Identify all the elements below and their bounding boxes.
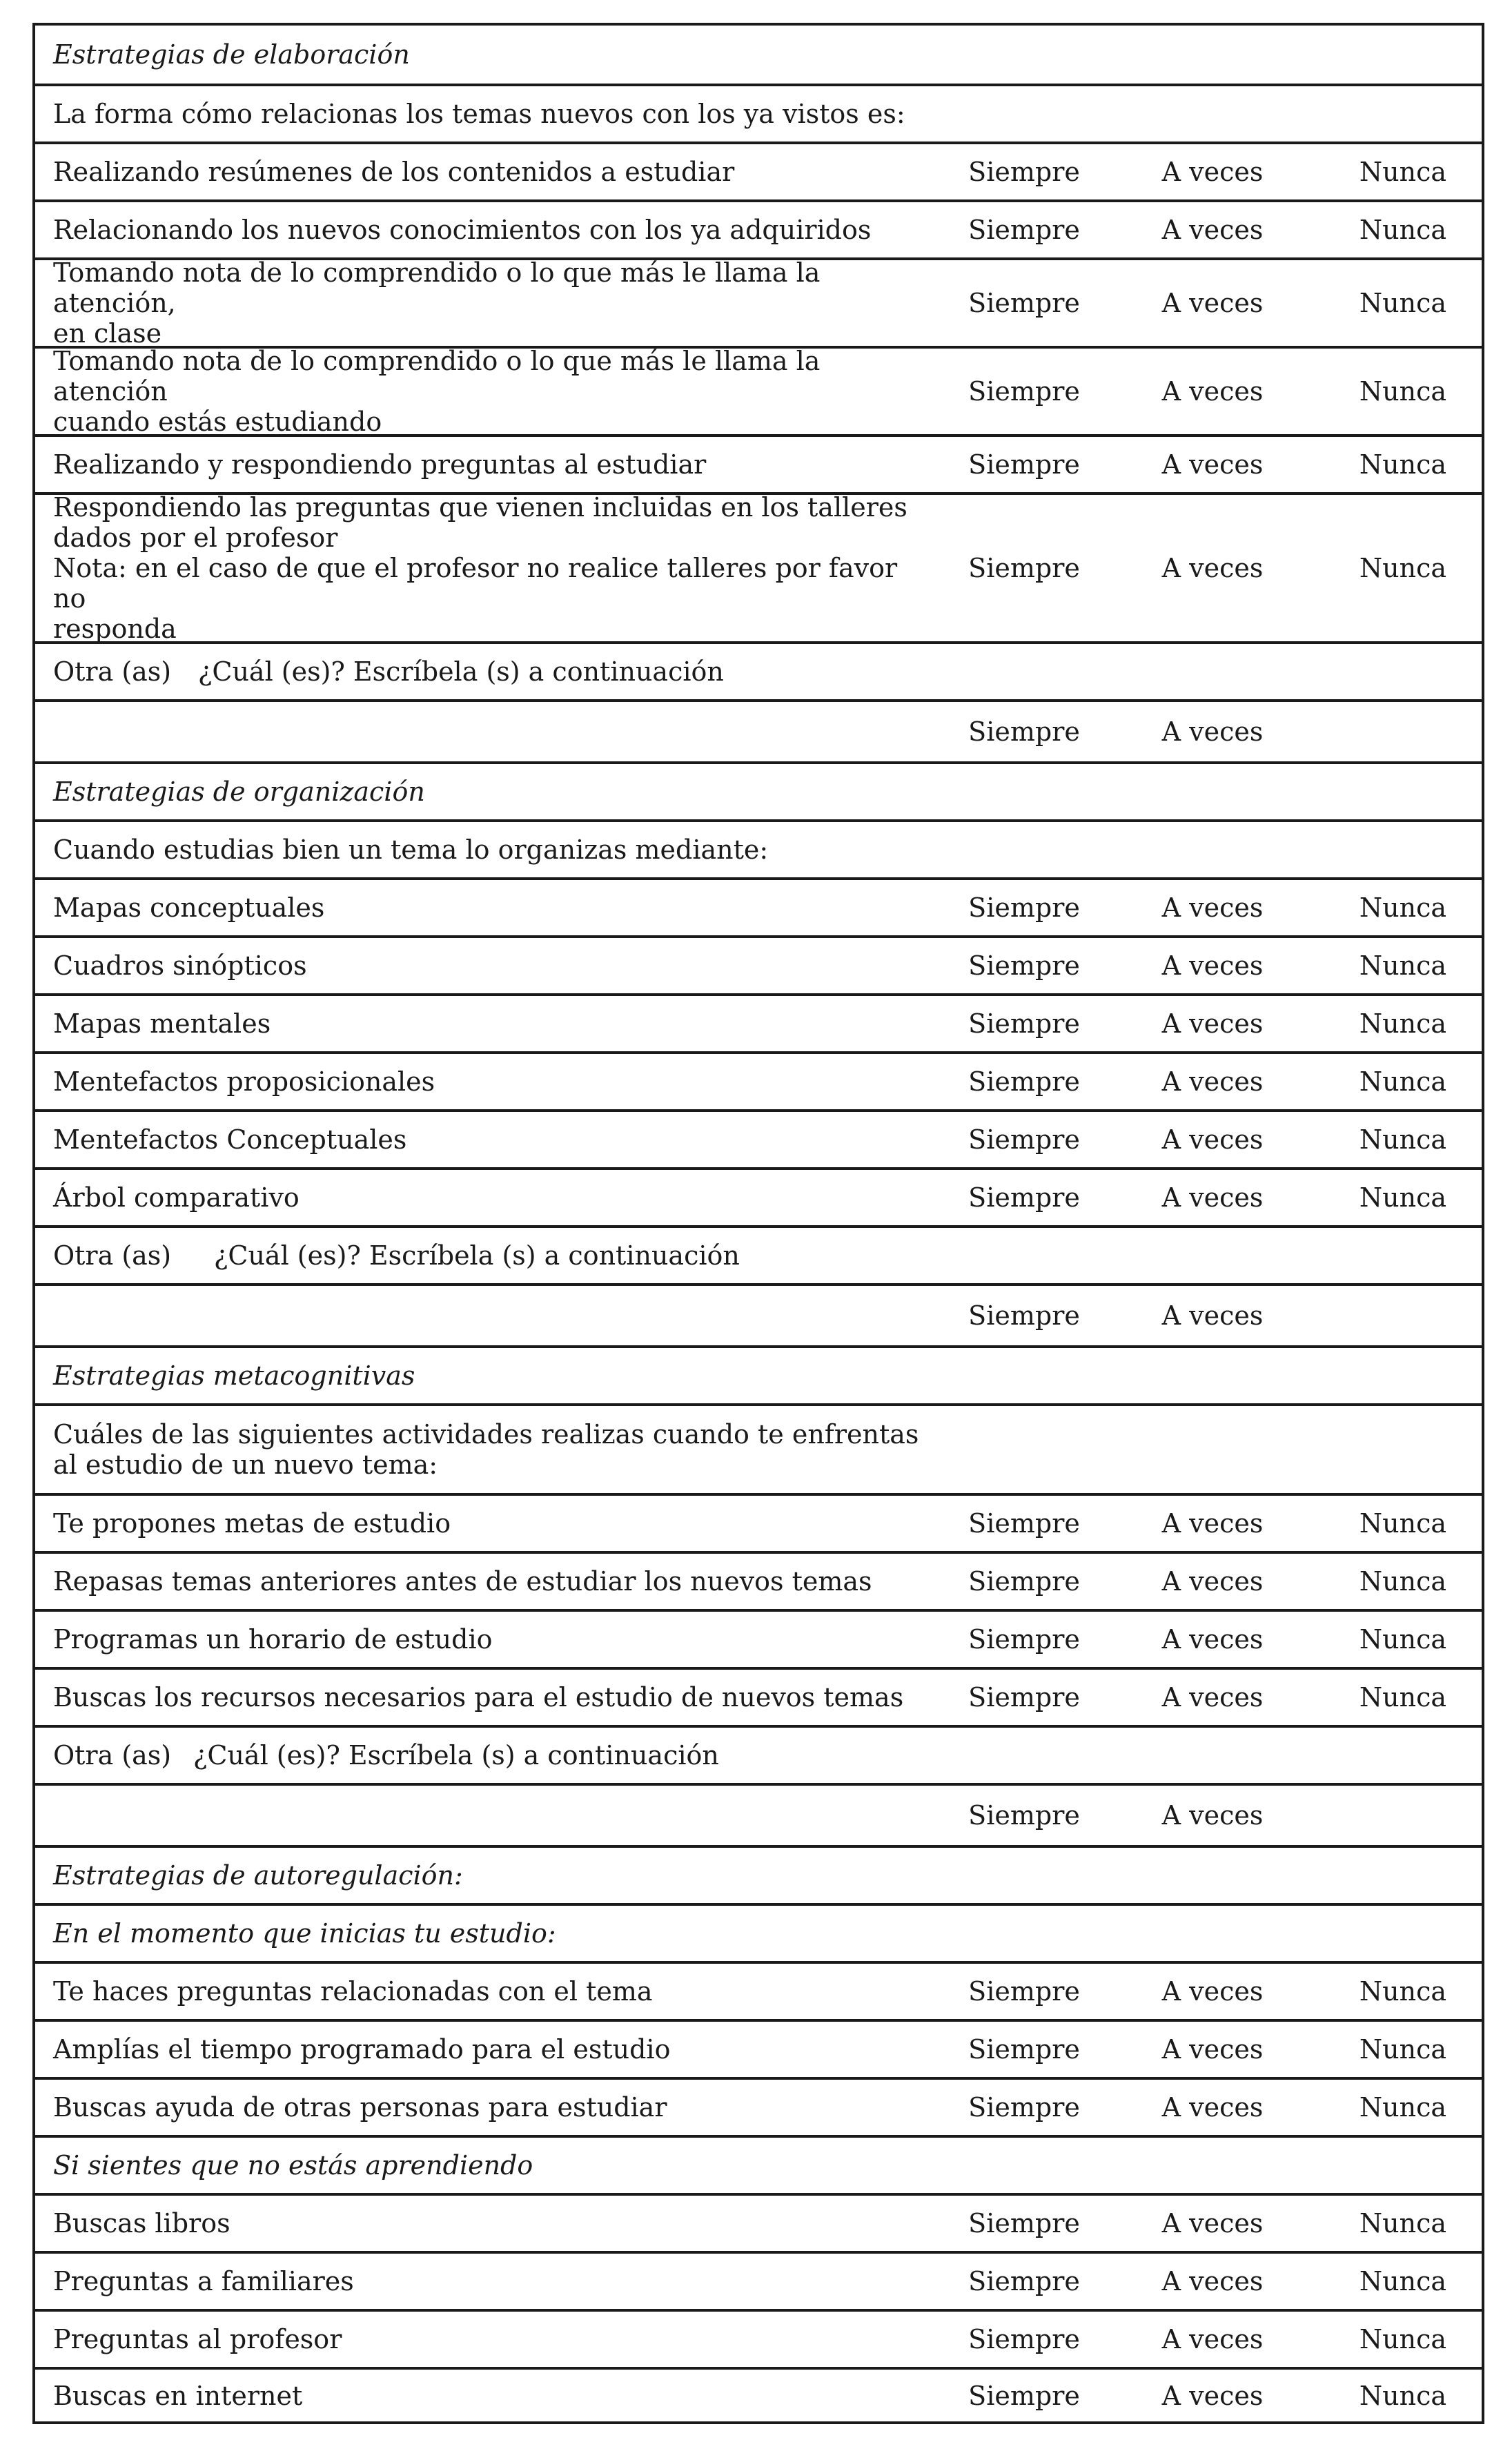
cual-label: ¿Cuál (es)? Escríbela (s) a continuación [214, 1240, 740, 1271]
item-label-line: responda [53, 614, 177, 644]
option-siempre[interactable]: Siempre [968, 2092, 1080, 2123]
item-label: Relacionando los nuevos conocimientos con los ya adquiridos [53, 215, 872, 245]
option-siempre[interactable]: Siempre [968, 449, 1080, 480]
table-row [35, 1051, 1482, 1109]
option-nunca[interactable]: Nunca [1359, 449, 1447, 480]
section-heading-metacognitivas [35, 1345, 1482, 1403]
option-nunca[interactable]: Nunca [1359, 2266, 1447, 2296]
questionnaire-table [32, 23, 1484, 2424]
option-siempre[interactable]: Siempre [968, 2380, 1080, 2411]
table-row [35, 1109, 1482, 1167]
table-row [35, 2077, 1482, 2135]
item-label-line: dados por el profesor [53, 523, 338, 553]
table-row [35, 2251, 1482, 2309]
option-nunca[interactable]: Nunca [1359, 1508, 1447, 1539]
option-nunca[interactable]: Nunca [1359, 1066, 1447, 1097]
table-row [35, 1609, 1482, 1667]
option-nunca[interactable]: Nunca [1359, 1624, 1447, 1655]
option-siempre[interactable]: Siempre [968, 1624, 1080, 1655]
table-row [35, 877, 1482, 935]
heading-text: Estrategias de organización [53, 777, 425, 807]
prompt-line: Cuáles de las siguientes actividades realizas cuando te enfrentas [53, 1419, 919, 1450]
option-nunca[interactable]: Nunca [1359, 288, 1447, 318]
option-siempre[interactable]: Siempre [968, 1066, 1080, 1097]
option-a-veces[interactable]: A veces [1161, 716, 1264, 747]
table-row [35, 2367, 1482, 2421]
otra-row [35, 1225, 1482, 1283]
table-row [35, 346, 1482, 437]
option-a-veces[interactable]: A veces [1161, 2092, 1264, 2123]
item-label: Realizando y respondiendo preguntas al estudiar [53, 449, 707, 480]
option-a-veces[interactable]: A veces [1161, 1976, 1264, 2007]
option-siempre[interactable]: Siempre [968, 2208, 1080, 2238]
option-siempre[interactable]: Siempre [968, 1508, 1080, 1539]
table-row [35, 1551, 1482, 1609]
option-nunca[interactable]: Nunca [1359, 1566, 1447, 1597]
option-siempre[interactable]: Siempre [968, 1682, 1080, 1713]
table-row [35, 257, 1482, 349]
option-siempre[interactable]: Siempre [968, 2034, 1080, 2065]
table-row [35, 199, 1482, 257]
option-siempre[interactable]: Siempre [968, 1124, 1080, 1155]
option-nunca[interactable]: Nunca [1359, 376, 1447, 407]
option-a-veces[interactable]: A veces [1161, 1300, 1264, 1331]
option-a-veces[interactable]: A veces [1161, 1508, 1264, 1539]
otra-answer-row [35, 1783, 1482, 1845]
option-a-veces[interactable]: A veces [1161, 2380, 1264, 2411]
option-siempre[interactable]: Siempre [968, 1300, 1080, 1331]
option-a-veces[interactable]: A veces [1161, 449, 1264, 480]
subsection-heading [35, 1903, 1482, 1961]
subheading-text: En el momento que inicias tu estudio: [53, 1918, 556, 1949]
table-row [35, 1493, 1482, 1551]
item-label: Buscas libros [53, 2208, 230, 2238]
otra-row [35, 1725, 1482, 1783]
item-label: Preguntas a familiares [53, 2266, 354, 2296]
option-a-veces[interactable]: A veces [1161, 1008, 1264, 1039]
option-nunca[interactable]: Nunca [1359, 1124, 1447, 1155]
otra-label: Otra (as) [53, 1240, 172, 1271]
option-nunca[interactable]: Nunca [1359, 950, 1447, 981]
table-row [35, 1961, 1482, 2019]
option-a-veces[interactable]: A veces [1161, 2324, 1264, 2354]
subsection-heading [35, 2135, 1482, 2193]
option-nunca[interactable]: Nunca [1359, 892, 1447, 923]
option-siempre[interactable]: Siempre [968, 1008, 1080, 1039]
option-a-veces[interactable]: A veces [1161, 1682, 1264, 1713]
table-row [35, 2309, 1482, 2367]
item-label: Buscas ayuda de otras personas para estudiar [53, 2092, 667, 2123]
table-row [35, 1667, 1482, 1725]
item-label: Mentefactos Conceptuales [53, 1124, 407, 1155]
option-nunca[interactable]: Nunca [1359, 2092, 1447, 2123]
option-a-veces[interactable]: A veces [1161, 1800, 1264, 1831]
option-siempre[interactable]: Siempre [968, 157, 1080, 187]
item-label: Realizando resúmenes de los contenidos a estudiar [53, 157, 735, 187]
prompt-line: al estudio de un nuevo tema: [53, 1450, 438, 1480]
item-label-line: en clase [53, 318, 162, 349]
option-a-veces[interactable]: A veces [1161, 215, 1264, 245]
item-label: Cuadros sinópticos [53, 950, 307, 981]
item-label: Árbol comparativo [53, 1182, 300, 1213]
option-a-veces[interactable]: A veces [1161, 892, 1264, 923]
cual-label: ¿Cuál (es)? Escríbela (s) a continuación [193, 1740, 719, 1770]
otra-answer-row [35, 1283, 1482, 1345]
item-label: Programas un horario de estudio [53, 1624, 493, 1655]
table-row [35, 492, 1482, 644]
heading-text: Estrategias metacognitivas [53, 1360, 415, 1391]
option-a-veces[interactable]: A veces [1161, 2208, 1264, 2238]
section-heading-autorregulacion [35, 1845, 1482, 1903]
otra-label: Otra (as) [53, 656, 172, 687]
option-siempre[interactable]: Siempre [968, 2266, 1080, 2296]
option-nunca[interactable]: Nunca [1359, 1182, 1447, 1213]
heading-text: Estrategias de autoregulación: [53, 1860, 463, 1891]
option-siempre[interactable]: Siempre [968, 1566, 1080, 1597]
item-label: Amplías el tiempo programado para el estudio [53, 2034, 671, 2065]
item-label: Buscas los recursos necesarios para el estudio de nuevos temas [53, 1682, 904, 1713]
option-siempre[interactable]: Siempre [968, 892, 1080, 923]
otra-row [35, 641, 1482, 699]
item-label-line: Tomando nota de lo comprendido o lo que más le llama la atención [53, 346, 821, 407]
item-label: Mentefactos proposicionales [53, 1066, 435, 1097]
option-a-veces[interactable]: A veces [1161, 1124, 1264, 1155]
item-label: Buscas en internet [53, 2380, 303, 2411]
table-row [35, 2019, 1482, 2077]
option-a-veces[interactable]: A veces [1161, 1066, 1264, 1097]
option-siempre[interactable]: Siempre [968, 288, 1080, 318]
option-a-veces[interactable]: A veces [1161, 553, 1264, 583]
item-label: Repasas temas anteriores antes de estudiar los nuevos temas [53, 1566, 872, 1597]
table-row [35, 935, 1482, 993]
option-nunca[interactable]: Nunca [1359, 2034, 1447, 2065]
cual-label: ¿Cuál (es)? Escríbela (s) a continuación [198, 656, 724, 687]
table-row [35, 1167, 1482, 1225]
option-nunca[interactable]: Nunca [1359, 1976, 1447, 2007]
option-nunca[interactable]: Nunca [1359, 1008, 1447, 1039]
otra-label: Otra (as) [53, 1740, 172, 1770]
option-siempre[interactable]: Siempre [968, 950, 1080, 981]
section-prompt [35, 1403, 1482, 1493]
table-row [35, 434, 1482, 492]
option-siempre[interactable]: Siempre [968, 1976, 1080, 2007]
option-a-veces[interactable]: A veces [1161, 950, 1264, 981]
item-label-line: Nota: en el caso de que el profesor no realice talleres por favor no [53, 553, 898, 614]
option-nunca[interactable]: Nunca [1359, 2380, 1447, 2411]
heading-text: Estrategias de elaboración [53, 39, 410, 70]
section-heading-organizacion [35, 761, 1482, 819]
option-siempre[interactable]: Siempre [968, 716, 1080, 747]
table-row [35, 993, 1482, 1051]
option-a-veces[interactable]: A veces [1161, 376, 1264, 407]
option-a-veces[interactable]: A veces [1161, 157, 1264, 187]
option-a-veces[interactable]: A veces [1161, 1566, 1264, 1597]
section-prompt [35, 84, 1482, 142]
item-label-line: Tomando nota de lo comprendido o lo que más le llama la atención, [53, 257, 821, 318]
option-nunca[interactable]: Nunca [1359, 553, 1447, 583]
option-nunca[interactable]: Nunca [1359, 1682, 1447, 1713]
option-a-veces[interactable]: A veces [1161, 2034, 1264, 2065]
option-siempre[interactable]: Siempre [968, 2324, 1080, 2354]
option-a-veces[interactable]: A veces [1161, 1182, 1264, 1213]
option-nunca[interactable]: Nunca [1359, 215, 1447, 245]
prompt-text: Cuando estudias bien un tema lo organizas mediante: [53, 835, 769, 865]
option-siempre[interactable]: Siempre [968, 376, 1080, 407]
item-label: Mapas conceptuales [53, 892, 325, 923]
option-siempre[interactable]: Siempre [968, 553, 1080, 583]
item-label-line: cuando estás estudiando [53, 407, 382, 437]
prompt-text: La forma cómo relacionas los temas nuevos con los ya vistos es: [53, 99, 905, 129]
option-nunca[interactable]: Nunca [1359, 2324, 1447, 2354]
option-a-veces[interactable]: A veces [1161, 288, 1264, 318]
item-label: Te haces preguntas relacionadas con el tema [53, 1976, 653, 2007]
item-label: Preguntas al profesor [53, 2324, 342, 2354]
item-label: Mapas mentales [53, 1008, 271, 1039]
section-prompt [35, 819, 1482, 877]
item-label: Te propones metas de estudio [53, 1508, 451, 1539]
subheading-text: Si sientes que no estás aprendiendo [53, 2150, 533, 2180]
table-row [35, 142, 1482, 199]
table-row [35, 2193, 1482, 2251]
option-siempre[interactable]: Siempre [968, 1800, 1080, 1831]
section-heading-elaboracion [35, 26, 1482, 84]
item-label-line: Respondiendo las preguntas que vienen incluidas en los talleres [53, 492, 907, 523]
otra-answer-row [35, 699, 1482, 761]
option-siempre[interactable]: Siempre [968, 1182, 1080, 1213]
option-a-veces[interactable]: A veces [1161, 1624, 1264, 1655]
option-siempre[interactable]: Siempre [968, 215, 1080, 245]
option-a-veces[interactable]: A veces [1161, 2266, 1264, 2296]
option-nunca[interactable]: Nunca [1359, 2208, 1447, 2238]
option-nunca[interactable]: Nunca [1359, 157, 1447, 187]
